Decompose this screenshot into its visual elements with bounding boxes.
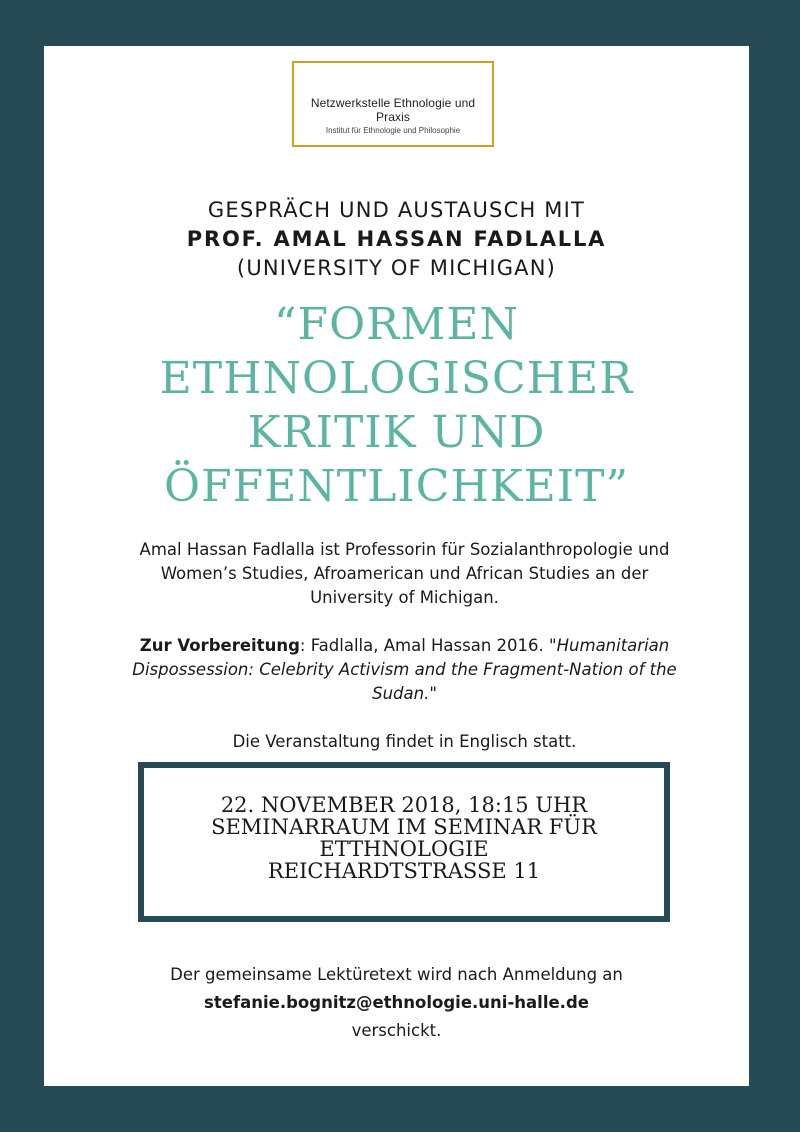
footer-line: verschickt.	[351, 1021, 442, 1040]
event-title	[44, 298, 749, 514]
title-line: “FORMEN	[274, 299, 519, 350]
logo-title: Netzwerkstelle Ethnologie und Praxis	[310, 96, 476, 124]
bio-line: Amal Hassan Fadlalla ist Professorin für Sozialanthropologie und	[139, 540, 670, 559]
event-room: SEMINARRAUM IM SEMINAR FÜR	[211, 815, 597, 839]
bio-line: University of Michigan.	[310, 588, 499, 607]
logo-subtitle: Institut für Ethnologie und Philosophie	[325, 126, 461, 135]
title-line: ÖFFENTLICHKEIT”	[164, 461, 629, 512]
language-note: Die Veranstaltung findet in Englisch statt.	[232, 732, 577, 751]
title-line: KRITIK UND	[247, 407, 546, 458]
speaker-name: PROF. AMAL HASSAN FADLALLA	[186, 227, 607, 251]
footer-line: Der gemeinsame Lektüretext wird nach Anmeldung an	[170, 965, 623, 984]
preparation-line	[104, 658, 705, 682]
logo-frame	[292, 61, 494, 147]
preparation-title: Sudan.	[372, 684, 430, 703]
contact-email[interactable]: stefanie.bognitz@ethnologie.uni-halle.de	[204, 993, 589, 1012]
event-address: REICHARDTSTRASSE 11	[267, 859, 541, 883]
bio-line: Women’s Studies, Afroamerican und African Studies an der	[160, 564, 649, 583]
title-line: ETHNOLOGISCHER	[159, 353, 634, 404]
event-date: 22. NOVEMBER 2018, 18:15 UHR	[220, 793, 588, 817]
preparation-line	[104, 682, 705, 706]
speaker-affiliation: (UNIVERSITY OF MICHIGAN)	[236, 256, 557, 280]
event-details-box	[138, 762, 670, 922]
preparation-lead: : Fadlalla, Amal Hassan 2016. "	[299, 636, 557, 655]
intro-line: GESPRÄCH UND AUSTAUSCH MIT	[207, 198, 586, 222]
intro-block	[44, 196, 749, 283]
preparation-end-quote: "	[429, 684, 437, 703]
preparation-title: Dispossession: Celebrity Activism and the Fragment-Nation of the	[132, 660, 677, 679]
preparation-label: Zur Vorbereitung	[139, 636, 300, 655]
preparation-line	[104, 634, 705, 658]
event-room: ETTHNOLOGIE	[319, 837, 489, 861]
poster-page	[44, 46, 749, 1086]
preparation-title: Humanitarian	[556, 636, 670, 655]
footer-note	[44, 961, 749, 1045]
event-details	[148, 772, 660, 912]
description	[104, 538, 705, 754]
